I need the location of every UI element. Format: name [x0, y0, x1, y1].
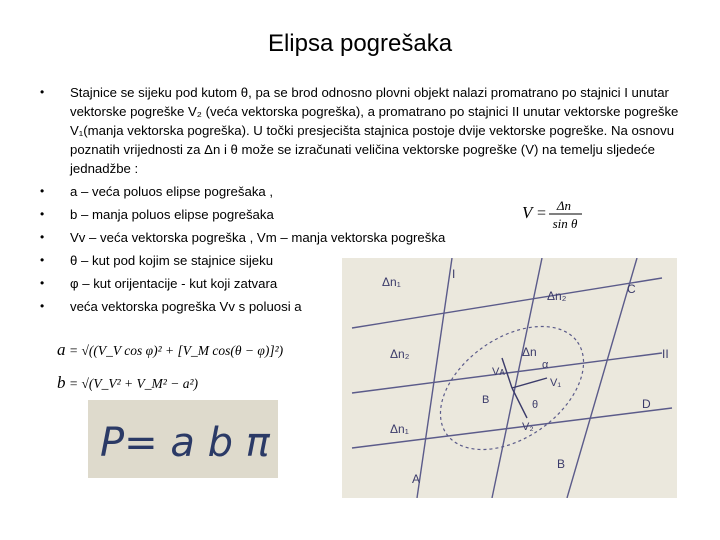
bullet-text: veća vektorska pogreška Vv s poluosi a: [70, 299, 302, 314]
formula-a-lhs: a: [57, 340, 66, 359]
bullet-text: φ – kut orijentacije - kut koji zatvara: [70, 276, 278, 291]
diagram-label-dn-left-top: Δn₂: [390, 347, 410, 361]
bullet-text: a – veća poluos elipse pogrešaka ,: [70, 184, 274, 199]
bullet-dot-icon: •: [40, 207, 45, 221]
diagram-label-va: Vᴀ: [492, 366, 505, 378]
diagram-label-line-i: I: [452, 267, 456, 281]
slide-title: Elipsa pogrešaka: [267, 30, 453, 57]
handwritten-formula-text: P= a b π: [100, 420, 270, 466]
bullet-text: Vv – veća vektorska pogreška , Vm – manja vektorska pogreška: [70, 230, 446, 245]
diagram-label-point-d: D: [642, 397, 651, 411]
diagram-label-point-a: A: [412, 472, 421, 486]
bullet-dot-icon: •: [40, 253, 45, 267]
bullet-dot-icon: •: [40, 276, 45, 290]
formula-v-numerator: Δn: [556, 198, 572, 213]
diagram-label-v2: V₂: [522, 421, 534, 433]
formula-b-lhs: b: [57, 373, 66, 392]
formula-v-denominator: sin θ: [552, 216, 578, 231]
diagram-label-theta: θ: [532, 399, 539, 411]
diagram-label-point-b: B: [557, 457, 566, 471]
diagram-label-dn1: Δn₁: [382, 275, 401, 289]
diagram-label-dn2: Δn₂: [547, 289, 567, 303]
diagram-label-alpha: α: [542, 359, 549, 371]
error-ellipse-diagram-photo: [342, 258, 677, 498]
diagram-label-dn-left-bottom: Δn₁: [390, 422, 409, 436]
bullet-dot-icon: •: [40, 230, 45, 244]
diagram-label-v1: V₁: [550, 377, 562, 389]
diagram-label-point-c: C: [627, 282, 636, 296]
bullet-item: [40, 182, 690, 201]
bullet-item: [40, 228, 690, 247]
formula-v-equation: [520, 196, 590, 232]
bullet-dot-icon: •: [40, 184, 45, 198]
diagram-label-dn-center: Δn: [522, 345, 537, 359]
formula-b-rhs: = √(V_V² + V_M² − a²): [69, 376, 198, 391]
formula-v-lhs: V: [522, 203, 533, 222]
bullet-item: [40, 83, 690, 178]
diagram-label-line-ii: II: [662, 347, 669, 361]
diagram-label-b-small: B: [482, 394, 490, 406]
handwritten-area-formula-image: [88, 400, 278, 478]
bullet-text: θ – kut pod kojim se stajnice sijeku: [70, 253, 274, 268]
formula-v-eq: =: [537, 205, 547, 222]
formula-a-b-equations: [55, 333, 315, 403]
bullet-dot-icon: •: [40, 85, 45, 99]
bullet-item: [40, 205, 690, 224]
formula-a-rhs: = √((V_V cos φ)² + [V_M cos(θ − φ)]²): [69, 343, 284, 358]
bullet-text: Stajnice se sijeku pod kutom θ, pa se brod odnosno plovni objekt nalazi promatrano po stajnici I unutar vektorske pogreške V₂ (veća vektorska pogreška), a promatrano po stajnici II unutar vektorske pogreške V₁(manja vektorska pogreška). U točki presjecišta stajnica postoje dvije vektorske pogreške. Na osnovu poznatih vrijednosti za Δn i θ može se izračunati veličina vektorske pogreške (V) na temelju sljedeće jednadžbe :: [70, 85, 679, 176]
bullet-text: b – manja poluos elipse pogrešaka: [70, 207, 274, 222]
bullet-dot-icon: •: [40, 299, 45, 313]
